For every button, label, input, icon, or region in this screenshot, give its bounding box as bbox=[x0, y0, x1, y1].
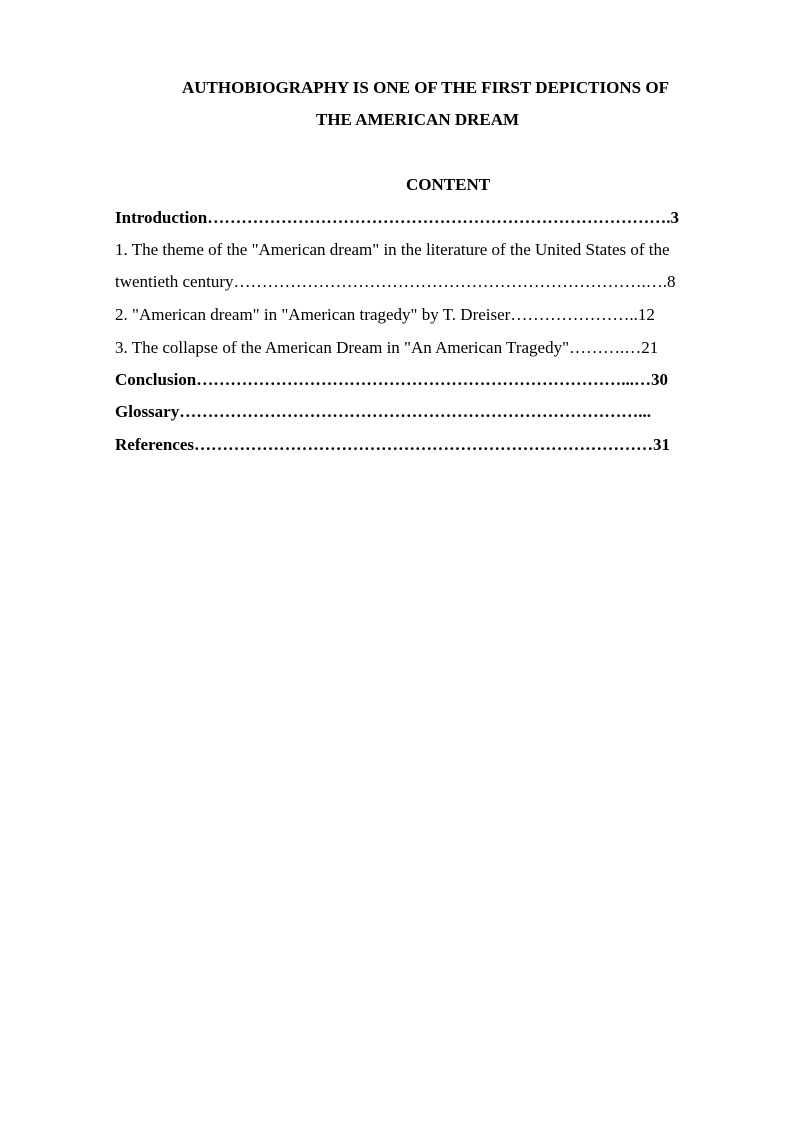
toc-entry-introduction: Introduction……………………………………………………………………….3 bbox=[115, 208, 680, 227]
toc-entry-references: References………………………………………………………………………31 bbox=[115, 435, 670, 454]
document-title-line-2: THE AMERICAN DREAM bbox=[316, 110, 520, 129]
toc-entry-chapter-1-line-2: twentieth century……………………………………………………………….….8 bbox=[115, 272, 676, 291]
toc-entry-glossary: Glossary………………………………………………………………………... bbox=[115, 402, 651, 421]
content-heading: CONTENT bbox=[406, 175, 491, 194]
toc-entry-chapter-2: 2. "American dream" in "American tragedy" by T. Dreiser…………………..12 bbox=[115, 305, 655, 324]
toc-entry-chapter-1-line-1: 1. The theme of the "American dream" in the literature of the United States of the bbox=[115, 240, 670, 259]
toc-entry-chapter-3: 3. The collapse of the American Dream in "An American Tragedy"……….…21 bbox=[115, 338, 659, 357]
document-title-line-1: AUTHOBIOGRAPHY IS ONE OF THE FIRST DEPICTIONS OF bbox=[182, 78, 669, 97]
toc-entry-conclusion: Conclusion…………………………………………………………………...…30 bbox=[115, 370, 668, 389]
